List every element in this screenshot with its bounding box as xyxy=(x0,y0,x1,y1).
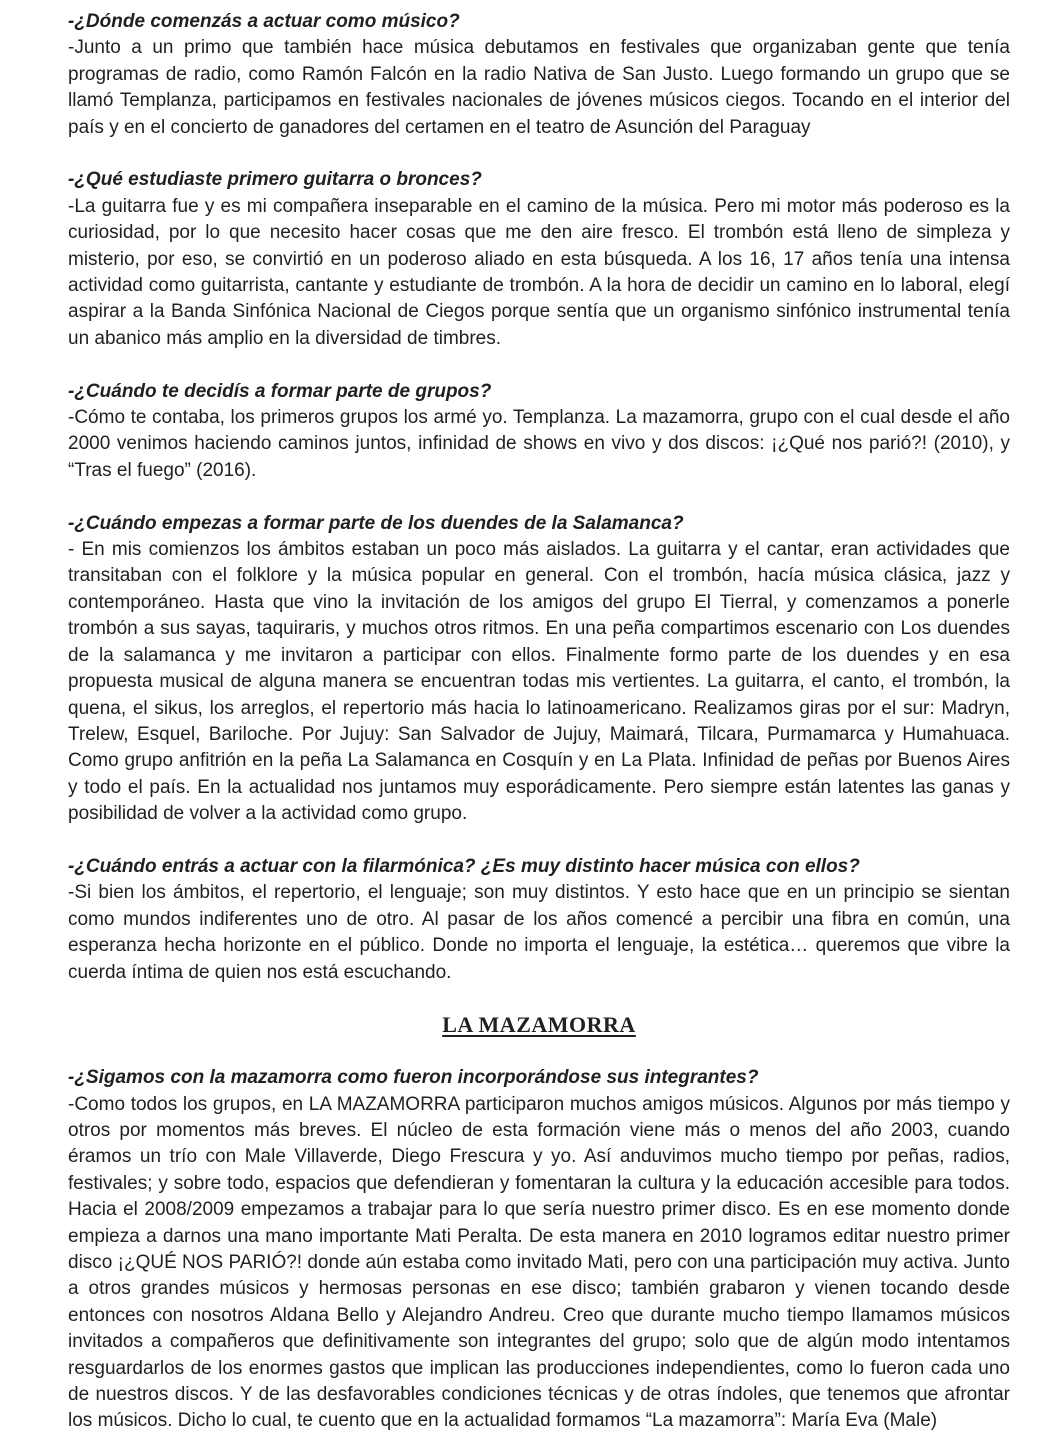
qa-section-duendes-salamanca xyxy=(68,511,1010,828)
qa-section-integrantes xyxy=(68,1065,1010,1435)
interview-question: -¿Cuándo te decidís a formar parte de grupos? xyxy=(68,380,492,402)
interview-question: -¿Cuándo empezas a formar parte de los duendes de la Salamanca? xyxy=(68,512,684,534)
interview-question: -¿Cuándo entrás a actuar con la filarmónica? ¿Es muy distinto hacer música con ellos? xyxy=(68,855,860,877)
interview-question: -¿Dónde comenzás a actuar como músico? xyxy=(68,11,460,32)
interview-answer: - En mis comienzos los ámbitos estaban un poco más aislados. La guitarra y el cantar, eran actividades que transitaban con el folklore y la música popular en general. Con el trombón, hacía música clásica, jazz y contemporáneo. Hasta que vino la invitación de los amigos del grupo El Tierral, y comenzamos a ponerle trombón a sus sayas, taquiraris, y muchos otros ritmos. En una peña compartimos escenario con Los duendes de la salamanca y me invitaron a participar con ellos. Finalmente formo parte de los duendes y en esa propuesta musical de alguna manera se encuentran todas mis vertientes. La guitarra, el canto, el trombón, la quena, el sikus, los arreglos, el repertorio más hacia lo latinoamericano. Realizamos giras por el sur: Madryn, Trelew, Esquel, Bariloche. Por Jujuy: San Salvador de Jujuy, Maimará, Tilcara, Purmamarca y Humahuaca. Como grupo anfitrión en la peña La Salamanca en Cosquín y en La Plata. Infinidad de peñas por Buenos Aires y todo el país. En la actualidad nos juntamos muy esporádicamente. Pero siempre están latentes las ganas y posibilidad de volver a la actividad como grupo. xyxy=(68,539,1010,825)
interview-question: -¿Qué estudiaste primero guitarra o bronces? xyxy=(68,169,482,191)
interview-answer: -Como todos los grupos, en LA MAZAMORRA participaron muchos amigos músicos. Algunos por más tiempo y otros por momentos más breves. El núcleo de esta formación viene más o menos del año 2003, cuando éramos un trío con Male Villaverde, Diego Frescura y yo. Así anduvimos mucho tiempo por peñas, radios, festivales; y sobre todo, espacios que defendieran y fomentaran la cultura y la educación accesible para todos. Hacia el 2008/2009 empezamos a trabajar para lo que sería nuestro primer disco. Es en ese momento donde empieza a darnos una mano importante Mati Peralta. De esta manera en 2010 logramos editar nuestro primer disco ¡¿QUÉ NOS PARIÓ?! donde aún estaba como invitado Mati, pero con una participación muy activa. Junto a otros grandes músicos y hermosas personas en ese disco; también grabaron y vienen tocando desde entonces con nosotros Aldana Bello y Alejandro Andreu. Creo que durante mucho tiempo llamamos músicos invitados a compañeros que definitivamente son integrantes del grupo; solo que de algún modo intentamos resguardarlos de los enormes gastos que implican las producciones independientes, como lo fueron cada uno de nuestros discos. Y de las desfavorables condiciones técnicas y de otras índoles, que tenemos que afrontar los músicos. Dicho lo cual, te cuento que en la actualidad formamos “La mazamorra”: María Eva (Male) xyxy=(68,1093,1010,1432)
interview-answer: -Si bien los ámbitos, el repertorio, el lenguaje; son muy distintos. Y esto hace que en un principio se sientan como mundos indiferentes uno de otro. Al pasar de los años comencé a percibir una fibra en común, una esperanza hecha horizonte en el público. Donde no importa el lenguaje, la estética… queremos que vibre la cuerda íntima de quien nos está escuchando. xyxy=(68,882,1010,983)
interview-answer: -Cómo te contaba, los primeros grupos los armé yo. Templanza. La mazamorra, grupo con el cual desde el año 2000 venimos haciendo caminos juntos, infinidad de shows en vivo y dos discos: ¡¿Qué nos parió?! (2010), y “Tras el fuego” (2016). xyxy=(68,407,1010,481)
qa-section-donde-comenzas xyxy=(68,9,1010,141)
section-heading-la-mazamorra xyxy=(68,1012,1010,1038)
interview-question: -¿Sigamos con la mazamorra como fueron incorporándose sus integrantes? xyxy=(68,1067,759,1089)
section-heading-text: LA MAZAMORRA xyxy=(442,1012,636,1038)
qa-section-cuando-grupos xyxy=(68,379,1010,485)
interview-answer: -La guitarra fue y es mi compañera inseparable en el camino de la música. Pero mi motor más poderoso es la curiosidad, por lo que necesito hacer cosas que me den aire fresco. El trombón está lleno de simpleza y misterio, por eso, se convirtió en un poderoso aliado en esta búsqueda. A los 16, 17 años tenía una intensa actividad como guitarrista, cantante y estudiante de trombón. A la hora de decidir un camino en lo laboral, elegí aspirar a la Banda Sinfónica Nacional de Ciegos porque sentía que un organismo sinfónico instrumental tenía un abanico más amplio en la diversidad de timbres. xyxy=(68,195,1010,349)
interview-answer: -Junto a un primo que también hace música debutamos en festivales que organizaban gente que tenía programas de radio, como Ramón Falcón en la radio Nativa de San Justo. Luego formando un grupo que se llamó Templanza, participamos en festivales nacionales de jóvenes músicos ciegos. Tocando en el interior del país y en el concierto de ganadores del certamen en el teatro de Asunción del Paraguay xyxy=(68,37,1010,138)
qa-section-que-estudiaste xyxy=(68,167,1010,352)
qa-section-filarmonica xyxy=(68,854,1010,986)
